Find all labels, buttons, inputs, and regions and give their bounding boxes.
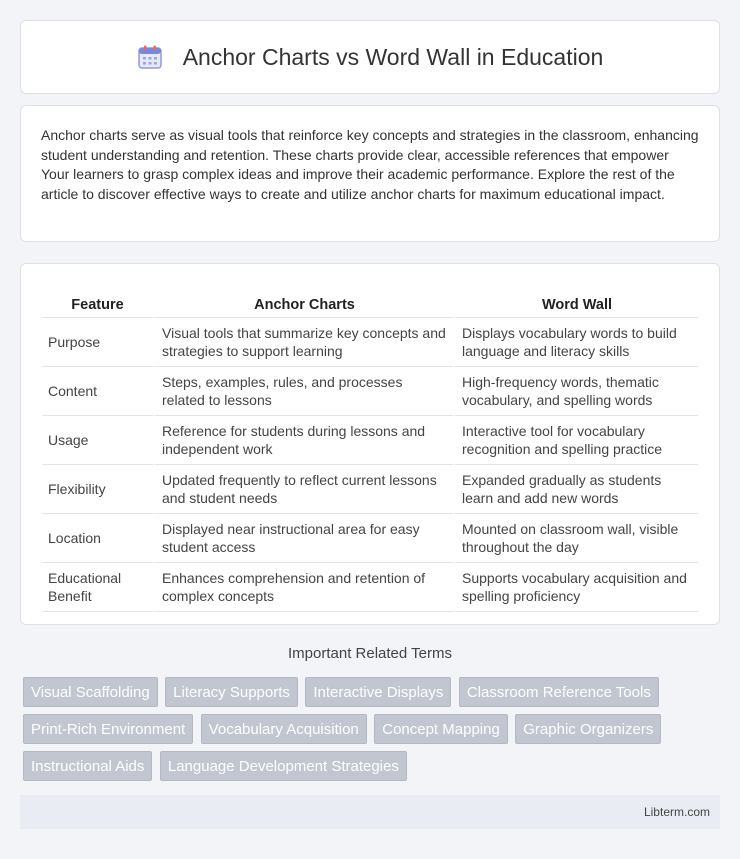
footer-site-link[interactable]: Libterm.com (643, 805, 710, 819)
row-anchor-charts: Steps, examples, rules, and processes related to lessons (153, 367, 453, 416)
row-word-wall: Expanded gradually as students learn and add new words (453, 465, 698, 514)
row-anchor-charts: Reference for students during lessons and independent work (153, 416, 453, 465)
term-tag[interactable]: Instructional Aids (23, 751, 152, 781)
row-feature: Location (42, 514, 153, 563)
term-tag[interactable]: Language Development Strategies (160, 751, 407, 781)
row-anchor-charts: Updated frequently to reflect current lessons and student needs (153, 465, 453, 514)
term-tag[interactable]: Visual Scaffolding (23, 677, 158, 707)
table-row (42, 367, 698, 416)
row-feature: Usage (42, 416, 153, 465)
table-row (42, 465, 698, 514)
row-feature: Purpose (42, 318, 153, 367)
table-row (42, 318, 698, 367)
row-word-wall: Supports vocabulary acquisition and spelling proficiency (453, 563, 698, 612)
table-row (42, 514, 698, 563)
term-tag[interactable]: Print-Rich Environment (23, 714, 193, 744)
header-word-wall: Word Wall (453, 284, 698, 318)
table-header-row (42, 284, 698, 318)
row-feature: Flexibility (42, 465, 153, 514)
term-tag[interactable]: Graphic Organizers (515, 714, 661, 744)
row-anchor-charts: Displayed near instructional area for easy student access (153, 514, 453, 563)
row-word-wall: Interactive tool for vocabulary recognition and spelling practice (453, 416, 698, 465)
row-word-wall: Displays vocabulary words to build language and literacy skills (453, 318, 698, 367)
footer (20, 795, 720, 829)
header-anchor-charts: Anchor Charts (153, 284, 453, 318)
page-title: Anchor Charts vs Word Wall in Education (182, 43, 604, 70)
comparison-table (42, 284, 698, 612)
term-tag[interactable]: Literacy Supports (165, 677, 298, 707)
term-tag[interactable]: Vocabulary Acquisition (201, 714, 367, 744)
calendar-icon (137, 44, 163, 70)
term-tag[interactable]: Classroom Reference Tools (459, 677, 659, 707)
intro-text: Anchor charts serve as visual tools that reinforce key concepts and strategies in the classroom, enhancing student understanding and retention. These charts provide clear, accessible references that empower Your learners to grasp complex ideas and improve their academic performance. Explore the rest of the article to discover effective ways to create and utilize anchor charts for maximum educational impact. (41, 127, 699, 202)
row-word-wall: High-frequency words, thematic vocabulary, and spelling words (453, 367, 698, 416)
table-row (42, 563, 698, 612)
header-card (20, 20, 720, 94)
related-terms-list (23, 677, 723, 788)
term-tag[interactable]: Concept Mapping (374, 714, 508, 744)
header-feature: Feature (42, 284, 153, 318)
row-anchor-charts: Visual tools that summarize key concepts and strategies to support learning (153, 318, 453, 367)
comparison-card (20, 263, 720, 625)
term-tag[interactable]: Interactive Displays (305, 677, 451, 707)
related-terms-title: Important Related Terms (288, 645, 452, 662)
row-word-wall: Mounted on classroom wall, visible throughout the day (453, 514, 698, 563)
row-anchor-charts: Enhances comprehension and retention of complex concepts (153, 563, 453, 612)
intro-card (20, 105, 720, 242)
table-row (42, 416, 698, 465)
row-feature: Content (42, 367, 153, 416)
row-feature: Educational Benefit (42, 563, 153, 612)
